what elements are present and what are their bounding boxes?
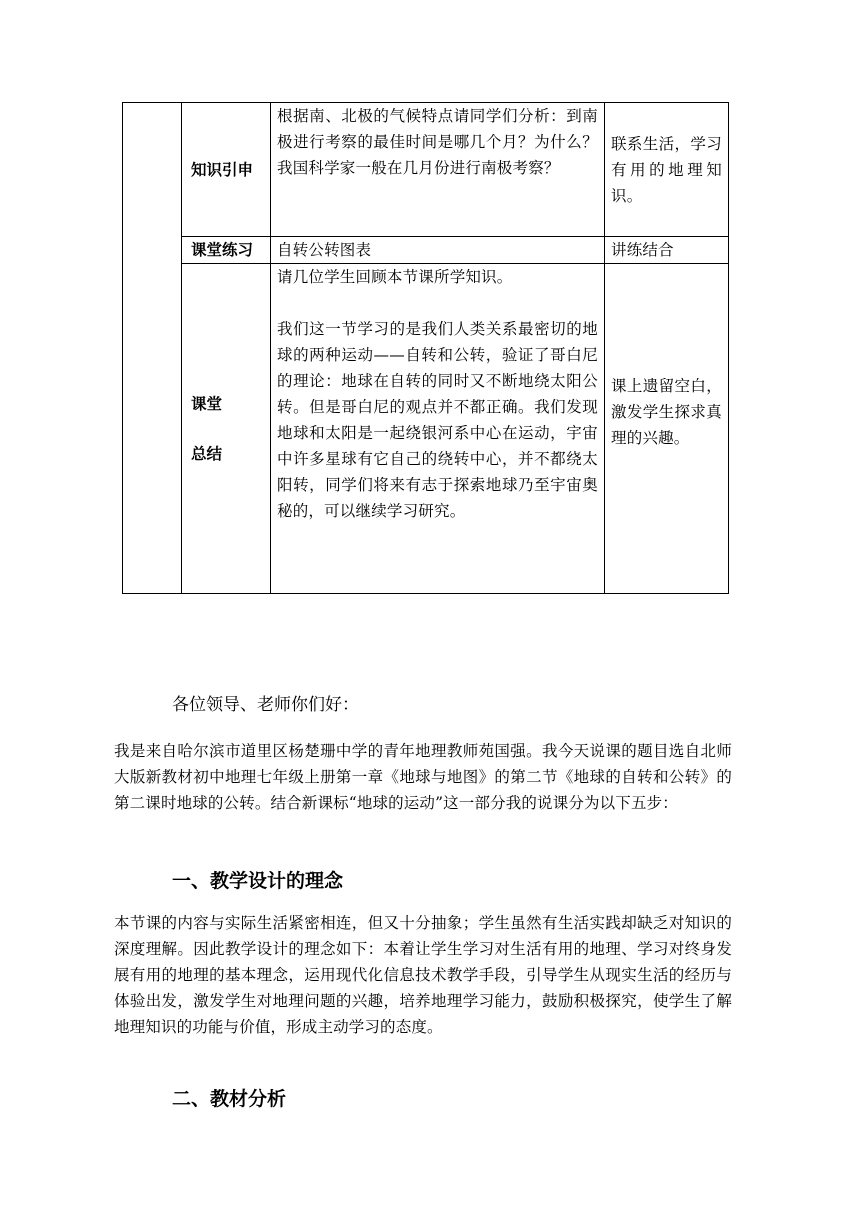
row-label: 知识引申 — [182, 103, 271, 237]
section-body: 本节课的内容与实际生活紧密相连，但又十分抽象；学生虽然有生活实践却缺乏对知识的深度理解。因此教学设计的理念如下：本着让学生学习对生活有用的地理、学习对终身发展有用的地理的基本理念，运用现代化信息技术教学手段，引导学生从现实生活的经历与体验出发，激发学生对地理问题的兴趣，培养地理学习能力，鼓励积极探究，使学生了解地理知识的功能与价值，形成主动学习的态度。 — [114, 914, 732, 1036]
blank-cell — [123, 103, 182, 594]
table-row — [123, 264, 729, 594]
intro-paragraph: 我是来自哈尔滨市道里区杨楚珊中学的青年地理教师苑国强。我今天说课的题目选自北师大版新教材初中地理七年级上册第一章《地球与地图》的第二节《地球的自转和公转》的第二课时地球的公转。结合新课标“地球的运动”这一部分我的说课分为以下五步： — [114, 742, 732, 812]
summary-paragraph-2: 我们这一节学习的是我们人类关系最密切的地球的两种运动——自转和公转，验证了哥白尼的理论：地球在自转的同时又不断地绕太阳公转。但是哥白尼的观点并不都正确。我们发现地球和太阳是一起绕银河系中心在运动，宇宙中许多星球有它自己的绕转中心，并不都绕太阳转，同学们将来有志于探索地球乃至宇宙奥秘的，可以继续学习研究。 — [277, 320, 598, 520]
row-content — [271, 264, 605, 594]
row-content: 根据南、北极的气候特点请同学们分析：到南极进行考察的最佳时间是哪几个月？为什么？我国科学家一般在几月份进行南极考察？ — [271, 103, 605, 237]
summary-label-line2: 总结 — [191, 444, 223, 463]
row-note: 讲练结合 — [605, 237, 729, 264]
table-row — [123, 237, 729, 264]
summary-paragraph-1: 请几位学生回顾本节课所学知识。 — [277, 268, 513, 286]
row-content: 自转公转图表 — [271, 237, 605, 264]
row-note: 联系生活，学习有用的地理知识。 — [605, 103, 729, 237]
section-heading: 一、教学设计的理念 — [172, 870, 344, 892]
row-label: 课堂练习 — [182, 237, 271, 264]
row-label — [182, 264, 271, 594]
summary-label-line1: 课堂 — [191, 394, 223, 413]
lesson-plan-table — [122, 102, 729, 594]
greeting: 各位领导、老师你们好： — [172, 695, 359, 715]
table-row — [123, 103, 729, 237]
section-heading: 二、教材分析 — [172, 1088, 287, 1110]
row-note: 课上遗留空白，激发学生探求真理的兴趣。 — [605, 264, 729, 594]
